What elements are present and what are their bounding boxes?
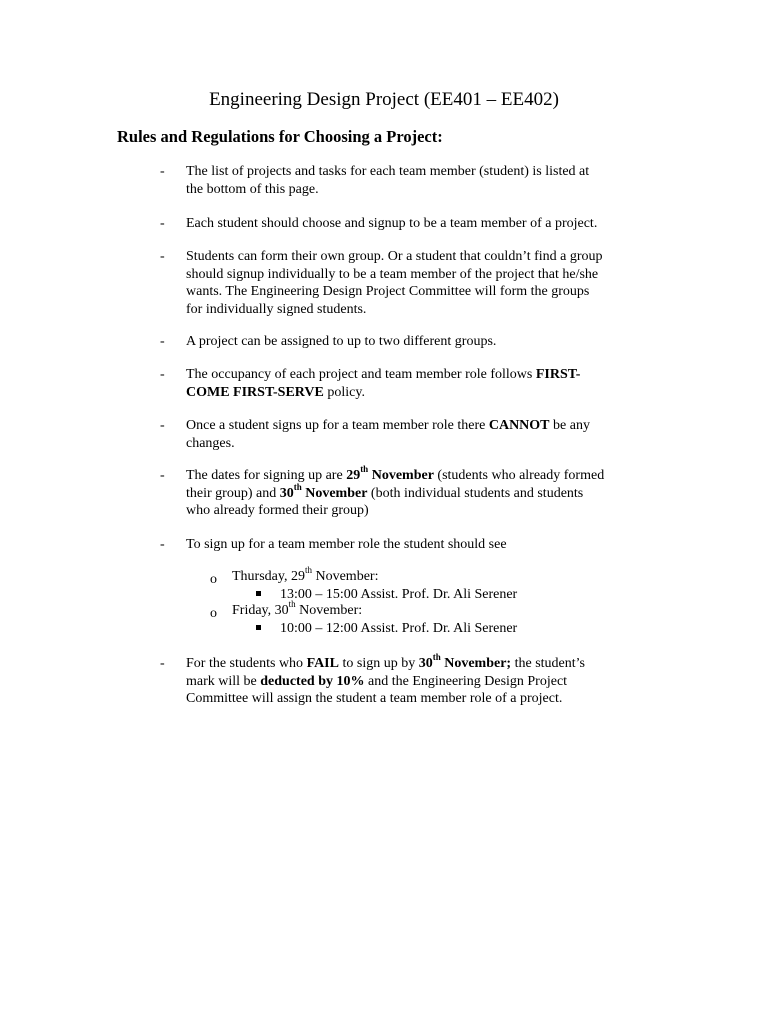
schedule-day-text: Thursday, 29 [232,569,305,584]
dash-bullet: - [160,367,165,382]
dash-bullet: - [160,249,165,264]
date-number: 30 [418,656,433,671]
date-number: 29 [346,468,361,483]
rule-text [186,163,656,198]
schedule-slot-friday: 10:00 – 12:00 Assist. Prof. Dr. Ali Serener [280,621,518,636]
rule-line [186,481,656,503]
rule-line: for individually signed students. [186,301,367,317]
schedule-day-text: November: [311,569,379,584]
rule-text-segment: The dates for signing up are [186,468,347,483]
schedule-slot-thursday: 13:00 – 15:00 Assist. Prof. Dr. Ali Serener [280,587,518,602]
rule-item [160,163,660,198]
schedule-day-text: November: [295,603,363,618]
rule-text-segment: mark will be [186,673,261,689]
date-month: November [301,485,368,501]
rule-item [160,464,660,520]
rule-text-segment: (both individual students and students [367,485,584,501]
rule-text [186,464,656,520]
rule-line [186,384,656,402]
ordinal-suffix: th [288,599,296,610]
rules-heading: Rules and Regulations for Choosing a Project: [117,127,443,146]
rule-item [160,248,660,318]
dash-bullet: - [160,334,165,349]
rule-text [186,333,656,351]
date-month: November [368,468,434,483]
rule-text-segment: be any [549,418,590,433]
rule-text-segment: Once a student signs up for a team member role there [186,418,489,433]
rule-text [186,536,656,554]
rule-text-segment: the student’s [511,656,585,671]
emphasis-date [279,481,368,501]
rule-line: who already formed their group) [186,503,369,518]
rule-line [186,417,656,435]
rule-line: Committee will assign the student a team member role of a project. [186,691,563,706]
rule-line [186,652,656,673]
document-title: Engineering Design Project (EE401 – EE402) [209,89,559,110]
rule-text [186,366,656,401]
rule-item [160,417,660,452]
rule-text-segment: to sign up by [338,656,419,671]
rule-text-segment: policy. [323,384,365,400]
date-month: November; [440,656,512,671]
rule-item [160,652,660,708]
rule-item [160,366,660,401]
rule-text [186,652,656,708]
ordinal-suffix: th [293,481,302,492]
dash-bullet: - [160,164,165,179]
rule-item [160,536,660,554]
date-number: 30 [279,485,294,501]
rule-line [186,366,656,384]
circle-bullet: o [210,572,217,587]
ordinal-suffix: th [432,652,441,663]
rule-text-segment: their group) and [186,485,280,501]
dash-bullet: - [160,537,165,552]
dash-bullet: - [160,418,165,433]
rule-text [186,248,656,318]
emphasis-text: FAIL [306,656,339,671]
rule-text-segment: (students who already formed [433,468,605,483]
rule-item [160,215,660,233]
rule-line: A project can be assigned to up to two different groups. [186,334,497,349]
emphasis-text: FIRST- [535,367,581,382]
rule-text [186,417,656,452]
rule-item [160,333,660,351]
rule-line [186,464,656,485]
schedule-day-thursday [232,565,379,585]
schedule-day-text: Friday, 30 [232,603,289,618]
dash-bullet: - [160,216,165,231]
rule-text-segment: For the students who [186,656,307,671]
dash-bullet: - [160,656,165,671]
rule-line: The list of projects and tasks for each team member (student) is listed at [186,164,590,179]
rule-line: changes. [186,435,235,451]
emphasis-date [418,652,512,671]
dash-bullet: - [160,468,165,483]
emphasis-text: CANNOT [488,418,550,433]
rule-line [186,673,656,691]
emphasis-text: deducted by 10% [260,673,365,689]
rule-line: the bottom of this page. [186,181,319,197]
rule-text-segment: The occupancy of each project and team member role follows [186,367,536,382]
ordinal-suffix: th [360,464,369,475]
emphasis-text: COME FIRST-SERVE [186,384,324,400]
rule-line: To sign up for a team member role the student should see [186,537,507,552]
square-bullet [256,625,261,630]
emphasis-date [346,464,434,483]
circle-bullet: o [210,606,217,621]
rule-line: should signup individually to be a team member of the project that he/she [186,266,599,282]
rule-line: wants. The Engineering Design Project Committee will form the groups [186,284,590,299]
rule-text [186,215,656,233]
rule-line: Students can form their own group. Or a student that couldn’t find a group [186,249,603,264]
rule-line: Each student should choose and signup to be a team member of a project. [186,216,598,231]
schedule-day-friday [232,599,363,619]
square-bullet [256,591,261,596]
rule-text-segment: and the Engineering Design Project [364,673,568,689]
ordinal-suffix: th [304,565,312,576]
